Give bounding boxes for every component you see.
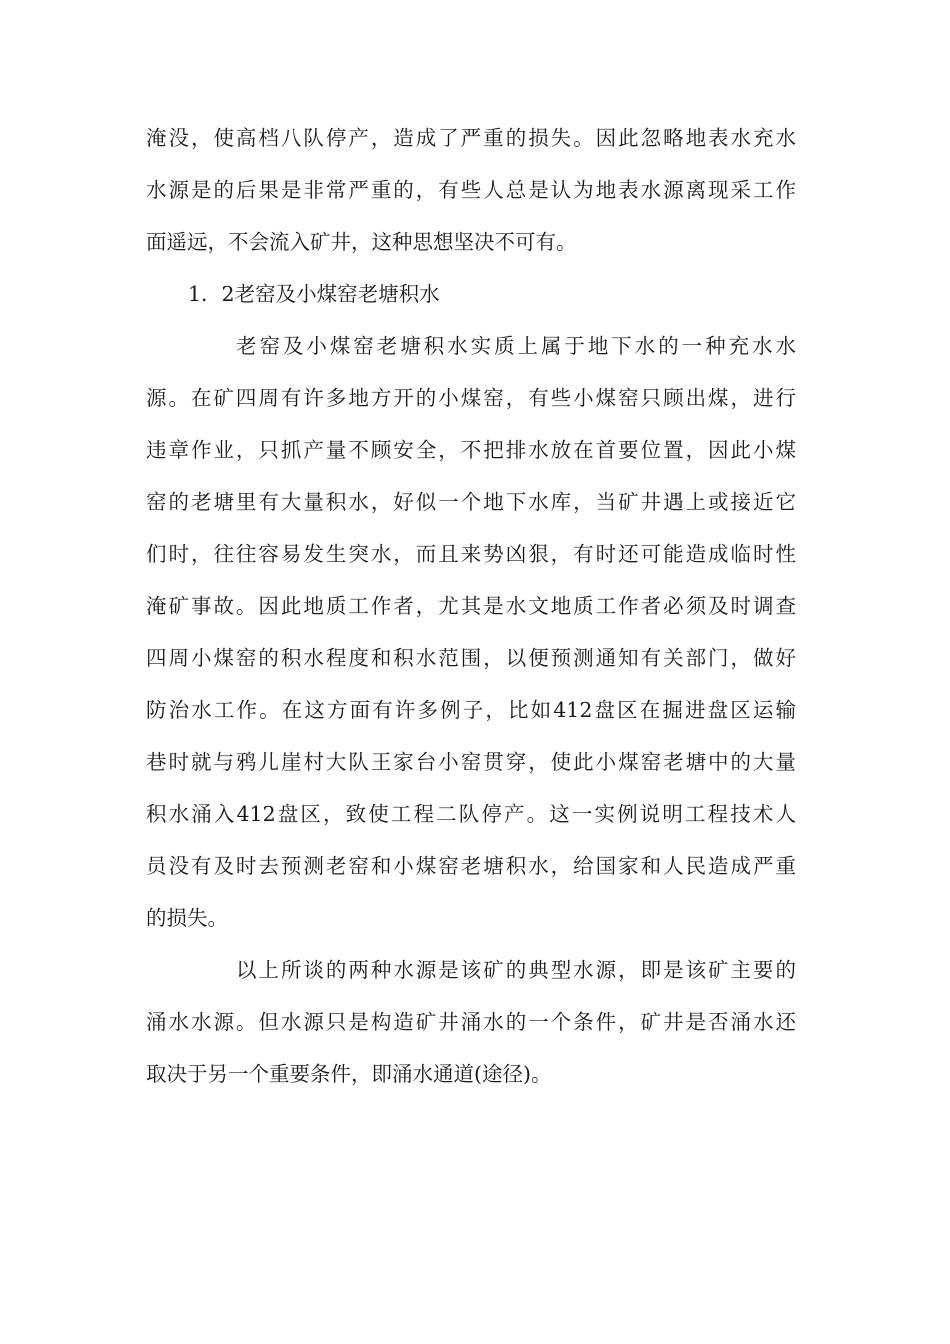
text-line: 以上所谈的两种水源是该矿的典型水源，即是该矿主要的 [236,958,796,982]
paragraph-old-kilns [146,326,796,950]
text-line: 们时，往往容易发生突水，而且来势凶狠，有时还可能造成临时性 [146,542,796,566]
paragraph-continued [146,118,796,274]
text-line: 淹没，使高档八队停产，造成了严重的损失。因此忽略地表水充水 [146,126,796,150]
text-line: 防治水工作。在这方面有许多例子，比如412盘区在掘进盘区运输 [146,698,796,722]
text-line: 积水涌入412盘区，致使工程二队停产。这一实例说明工程技术人 [146,802,796,826]
text-line: 四周小煤窑的积水程度和积水范围，以便预测通知有关部门，做好 [146,646,796,670]
text-line: 源。在矿四周有许多地方开的小煤窑，有些小煤窑只顾出煤，进行 [146,386,796,410]
text-line: 违章作业，只抓产量不顾安全，不把排水放在首要位置，因此小煤 [146,438,796,462]
paragraph-summary [146,950,796,1106]
text-line: 员没有及时去预测老窑和小煤窑老塘积水，给国家和人民造成严重 [146,854,796,878]
text-line: 取决于另一个重要条件，即涌水通道(途径)。 [146,1062,552,1086]
text-line: 巷时就与鸦儿崖村大队王家台小窑贯穿，使此小煤窑老塘中的大量 [146,750,796,774]
section-heading: 1．2老窑及小煤窑老塘积水 [188,282,440,306]
text-line: 的损失。 [146,906,228,930]
text-line: 面遥远，不会流入矿井，这种思想坚决不可有。 [146,230,577,254]
document-page [146,118,796,1106]
text-line: 老窑及小煤窑老塘积水实质上属于地下水的一种充水水 [236,334,796,358]
text-line: 淹矿事故。因此地质工作者，尤其是水文地质工作者必须及时调查 [146,594,796,618]
text-line: 水源是的后果是非常严重的，有些人总是认为地表水源离现采工作 [146,178,796,202]
text-line: 窑的老塘里有大量积水，好似一个地下水库，当矿井遇上或接近它 [146,490,796,514]
text-line: 涌水水源。但水源只是构造矿井涌水的一个条件，矿井是否涌水还 [146,1010,796,1034]
